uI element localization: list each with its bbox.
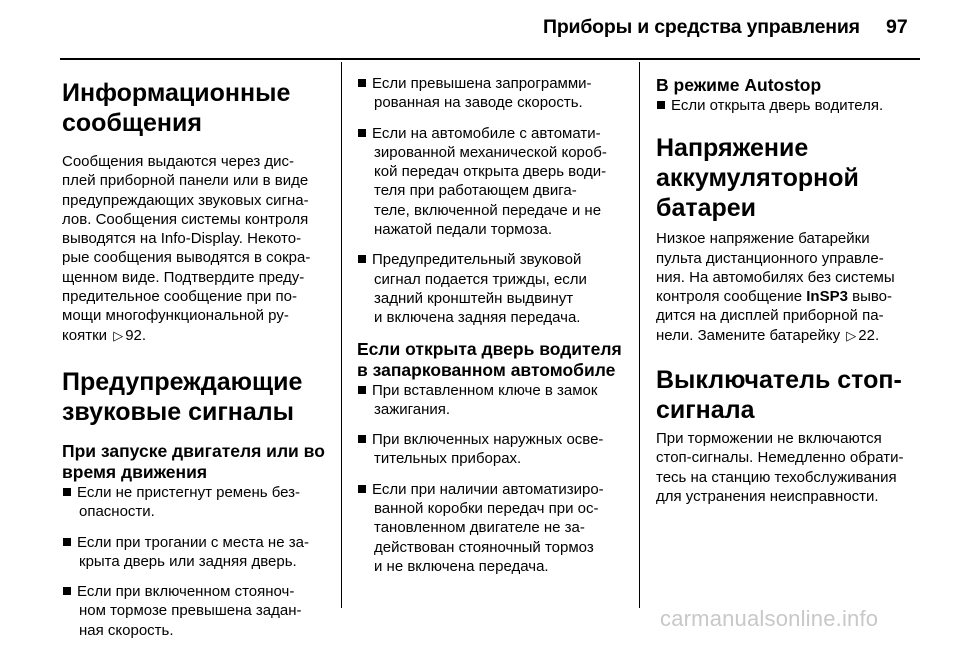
page-reference[interactable]: 92. (125, 326, 147, 344)
bullet-square-icon (657, 101, 665, 109)
list-item: Если открыта дверь водителя. (656, 96, 926, 115)
list-item: Если превышена запрограмми- рованная на заводе скорость. (357, 74, 627, 113)
bullet-list-autostop (656, 96, 926, 115)
page-reference[interactable]: 22. (858, 326, 880, 344)
subheading-engine-start: При запуске двигателя или во время движения (62, 440, 325, 482)
heading-info-messages: Информационные сообщения (62, 79, 291, 137)
bullet-square-icon (63, 538, 71, 546)
column-divider-2 (639, 62, 640, 608)
list-item: При вставленном ключе в замок зажигания. (357, 381, 627, 420)
list-item: Если при наличии автоматизиро- ванной коробки передач при ос- тановленном двигателе не за- действован стояночный тормоз и не включена передача. (357, 480, 627, 576)
column-2 (357, 74, 627, 587)
subheading-autostop: В режиме Autostop (656, 75, 822, 95)
list-item: При включенных наружных осве- тительных приборах. (357, 430, 627, 469)
bullet-list-parked (357, 381, 627, 577)
header-title: Приборы и средства управления (543, 16, 860, 38)
info-paragraph: Сообщения выдаются через дис- плей приборной панели или в виде предупреждающих звуковых сигна- лов. Сообщения системы контроля выводятся на Info-Display. Некото- рые сообщения выводятся в сокра- щенном виде. Подтвердите преду- предительное сообщение при по- мощи многофункциональной ру- коятки ▷ 92. (62, 153, 311, 344)
bullet-square-icon (63, 587, 71, 595)
watermark: carmanualsonline.info (660, 606, 879, 631)
subheading-parked-door: Если открыта дверь водителя в запаркованном автомобиле (357, 338, 622, 380)
bullet-square-icon (358, 386, 366, 394)
column-1 (62, 68, 327, 651)
list-item: Если не пристегнут ремень без- опасности. (62, 483, 327, 522)
page-number: 97 (886, 16, 908, 38)
bullet-list-driving (62, 483, 327, 640)
column-divider-1 (341, 62, 342, 608)
list-item: Если при трогании с места не за- крыта дверь или задняя дверь. (62, 533, 327, 572)
heading-battery-voltage: Напряжение аккумуляторной батареи (656, 134, 859, 223)
list-item: Если при включенном стояноч- ном тормозе превышена задан- ная скорость. (62, 582, 327, 640)
page-reference-icon: ▷ (846, 327, 857, 343)
page-reference-icon: ▷ (113, 327, 124, 343)
bullet-square-icon (63, 488, 71, 496)
bullet-square-icon (358, 79, 366, 87)
bullet-square-icon (358, 485, 366, 493)
bullet-list-continued (357, 74, 627, 328)
message-code: InSP3 (806, 288, 848, 306)
bullet-square-icon (358, 435, 366, 443)
bullet-square-icon (358, 129, 366, 137)
list-item: Если на автомобиле с автомати- зированной механической короб- кой передач открыта дверь води- теля при работающем двига- теле, включенной передаче и не нажатой педали тормоза. (357, 124, 627, 240)
bullet-square-icon (358, 255, 366, 263)
header-divider (60, 58, 920, 60)
column-3 (656, 75, 926, 506)
heading-brake-light-switch: Выключатель стоп- сигнала (656, 366, 902, 425)
battery-paragraph: Низкое напряжение батарейки пульта дистанционного управле- ния. На автомобилях без системы контроля сообщение InSP3 выво- дится на дисплей приборной па- нели. Замените батарейку ▷ 22. (656, 230, 895, 344)
list-item: Предупредительный звуковой сигнал подается трижды, если задний кронштейн выдвинут и включена задняя передача. (357, 250, 627, 327)
brake-paragraph: При торможении не включаются стоп-сигналы. Немедленно обрати- тесь на станцию техобслуживания для устранения неисправности. (656, 430, 904, 505)
heading-warning-chimes: Предупреждающие звуковые сигналы (62, 367, 303, 426)
